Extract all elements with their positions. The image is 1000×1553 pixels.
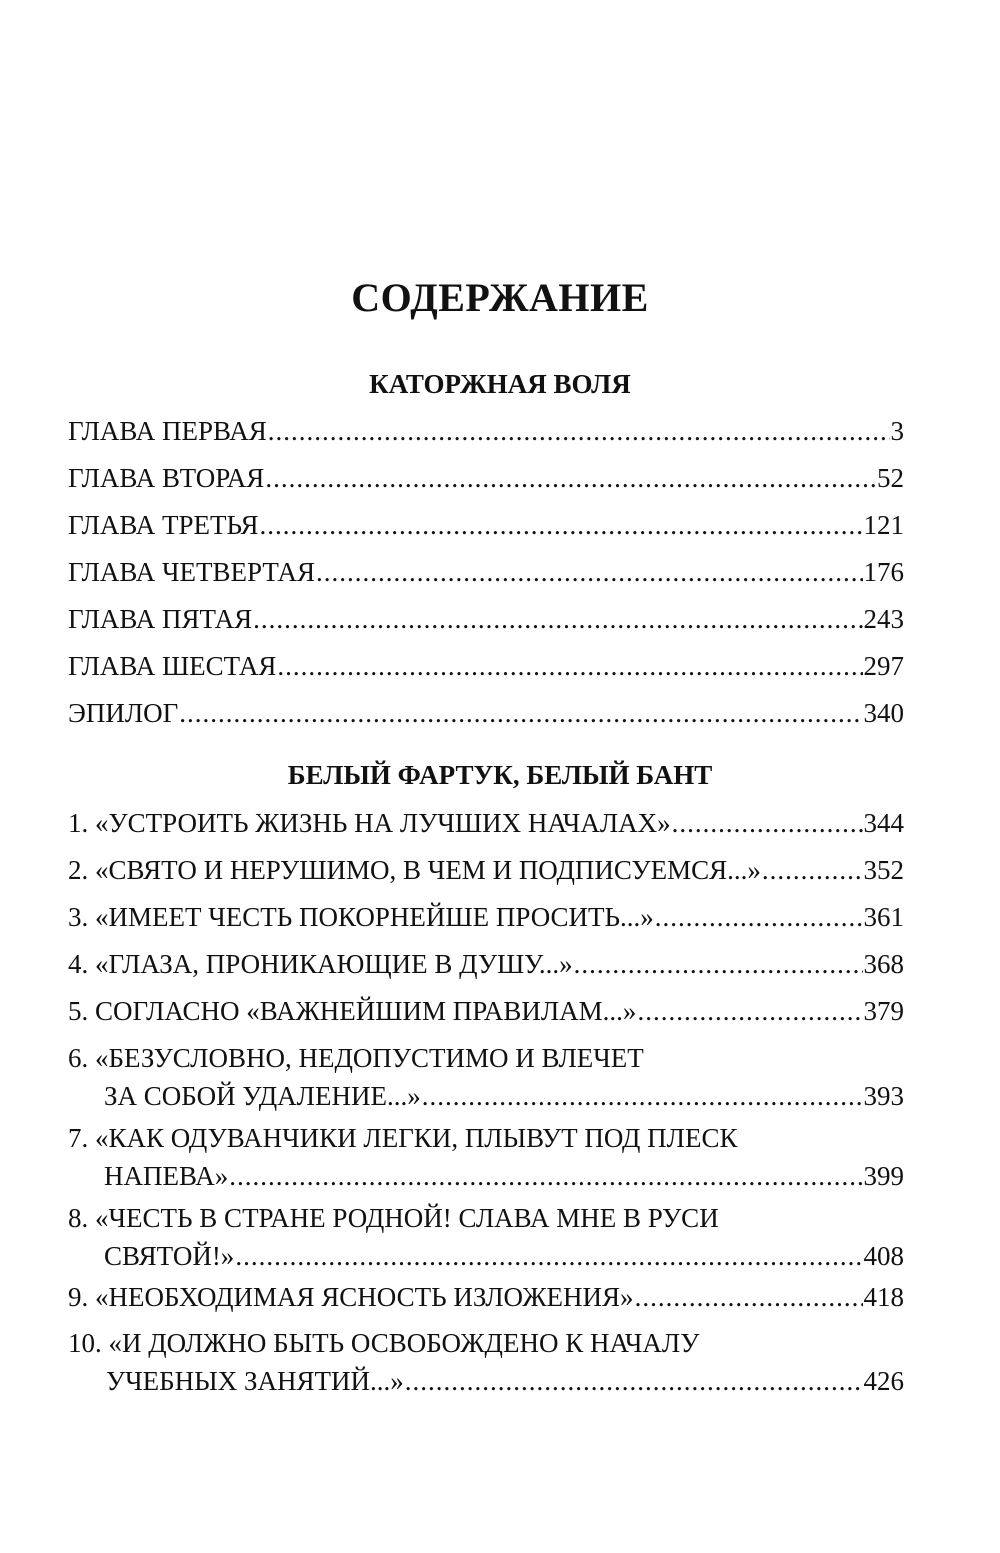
toc-entry[interactable] xyxy=(68,553,904,591)
toc-entry-page: 340 xyxy=(863,698,904,728)
toc-entry[interactable] xyxy=(68,851,904,889)
dot-leader xyxy=(635,1278,863,1316)
toc-entry[interactable] xyxy=(68,1199,904,1275)
dot-leader xyxy=(229,1157,862,1195)
toc-entry-label: 1. «УСТРОИТЬ ЖИЗНЬ НА ЛУЧШИХ НАЧАЛАХ» xyxy=(68,808,671,838)
toc-entry-page: 418 xyxy=(863,1282,904,1312)
toc-entry-page: 408 xyxy=(863,1241,904,1271)
toc-entry-label: ГЛАВА ШЕСТАЯ xyxy=(68,651,277,681)
toc-entry-page: 121 xyxy=(863,510,904,540)
toc-entry-page: 393 xyxy=(863,1081,904,1111)
toc-entry[interactable] xyxy=(68,898,904,936)
toc-entry-label-line2: СВЯТОЙ!» xyxy=(104,1241,235,1271)
dot-leader xyxy=(762,851,863,889)
toc-entry-label: ЭПИЛОГ xyxy=(68,698,179,728)
dot-leader xyxy=(265,459,876,497)
toc-entry[interactable] xyxy=(68,1039,904,1115)
toc-entry-page: 352 xyxy=(863,855,904,885)
toc-entry-label: 9. «НЕОБХОДИМАЯ ЯСНОСТЬ ИЗЛОЖЕНИЯ» xyxy=(68,1282,634,1312)
dot-leader xyxy=(405,1362,863,1400)
toc-entry-label: ГЛАВА ТРЕТЬЯ xyxy=(68,510,259,540)
dot-leader xyxy=(253,600,862,638)
toc-entry-page: 176 xyxy=(863,557,904,587)
page-title: СОДЕРЖАНИЕ xyxy=(351,275,649,320)
dot-leader xyxy=(260,506,863,544)
dot-leader xyxy=(316,553,863,591)
toc-entry[interactable] xyxy=(68,992,904,1030)
toc-entry[interactable] xyxy=(68,506,904,544)
toc-entry-label-line1: 10. «И ДОЛЖНО БЫТЬ ОСВОБОЖДЕНО К НАЧАЛУ xyxy=(68,1328,700,1358)
dot-leader xyxy=(179,694,862,732)
toc-entry[interactable] xyxy=(68,1324,904,1400)
dot-leader xyxy=(655,898,863,936)
toc-entry-page: 3 xyxy=(890,416,904,446)
toc-entry-label-line2: ЗА СОБОЙ УДАЛЕНИЕ...» xyxy=(104,1081,421,1111)
toc-entry[interactable] xyxy=(68,694,904,732)
toc-entry-page: 52 xyxy=(877,463,904,493)
toc-entry-label: ГЛАВА ЧЕТВЕРТАЯ xyxy=(68,557,315,587)
toc-entry-label-line1: 8. «ЧЕСТЬ В СТРАНЕ РОДНОЙ! СЛАВА МНЕ В РУСИ xyxy=(68,1203,719,1233)
toc-entry-page: 399 xyxy=(863,1161,904,1191)
toc-entry-label-line1: 6. «БЕЗУСЛОВНО, НЕДОПУСТИМО И ВЛЕЧЕТ xyxy=(68,1043,644,1073)
section-title-katorzhnaya-volya: КАТОРЖНАЯ ВОЛЯ xyxy=(369,369,631,399)
dot-leader xyxy=(637,992,862,1030)
toc-entry[interactable] xyxy=(68,412,904,450)
toc-entry[interactable] xyxy=(68,1278,904,1316)
toc-entry-page: 368 xyxy=(863,949,904,979)
toc-entry-label: 5. СОГЛАСНО «ВАЖНЕЙШИМ ПРАВИЛАМ...» xyxy=(68,996,637,1026)
toc-entry-page: 426 xyxy=(863,1366,904,1396)
toc-entry-label: ГЛАВА ВТОРАЯ xyxy=(68,463,265,493)
toc-entry[interactable] xyxy=(68,1119,904,1195)
toc-entry-page: 379 xyxy=(863,996,904,1026)
dot-leader xyxy=(672,804,863,842)
dot-leader xyxy=(235,1237,862,1275)
toc-entry-label: 4. «ГЛАЗА, ПРОНИКАЮЩИЕ В ДУШУ...» xyxy=(68,949,573,979)
toc-entry[interactable] xyxy=(68,804,904,842)
section-title-belyi-fartuk: БЕЛЫЙ ФАРТУК, БЕЛЫЙ БАНТ xyxy=(287,760,713,790)
toc-entry[interactable] xyxy=(68,647,904,685)
toc-entry-page: 243 xyxy=(863,604,904,634)
toc-entry[interactable] xyxy=(68,600,904,638)
toc-entry-label-line2: УЧЕБНЫХ ЗАНЯТИЙ...» xyxy=(106,1366,404,1396)
toc-entry-label: ГЛАВА ПЕРВАЯ xyxy=(68,416,267,446)
toc-entry-page: 361 xyxy=(863,902,904,932)
toc-entry-label: 3. «ИМЕЕТ ЧЕСТЬ ПОКОРНЕЙШЕ ПРОСИТЬ...» xyxy=(68,902,654,932)
toc-entry-page: 344 xyxy=(863,808,904,838)
dot-leader xyxy=(574,945,863,983)
toc-entry[interactable] xyxy=(68,945,904,983)
toc-entry-page: 297 xyxy=(863,651,904,681)
toc-entry-label: 2. «СВЯТО И НЕРУШИМО, В ЧЕМ И ПОДПИСУЕМСЯ...» xyxy=(68,855,761,885)
dot-leader xyxy=(422,1077,863,1115)
dot-leader xyxy=(268,412,890,450)
toc-entry-label: ГЛАВА ПЯТАЯ xyxy=(68,604,253,634)
toc-entry-label-line2: НАПЕВА» xyxy=(104,1161,229,1191)
toc-entry[interactable] xyxy=(68,459,904,497)
dot-leader xyxy=(277,647,862,685)
toc-entry-label-line1: 7. «КАК ОДУВАНЧИКИ ЛЕГКИ, ПЛЫВУТ ПОД ПЛЕСК xyxy=(68,1123,738,1153)
